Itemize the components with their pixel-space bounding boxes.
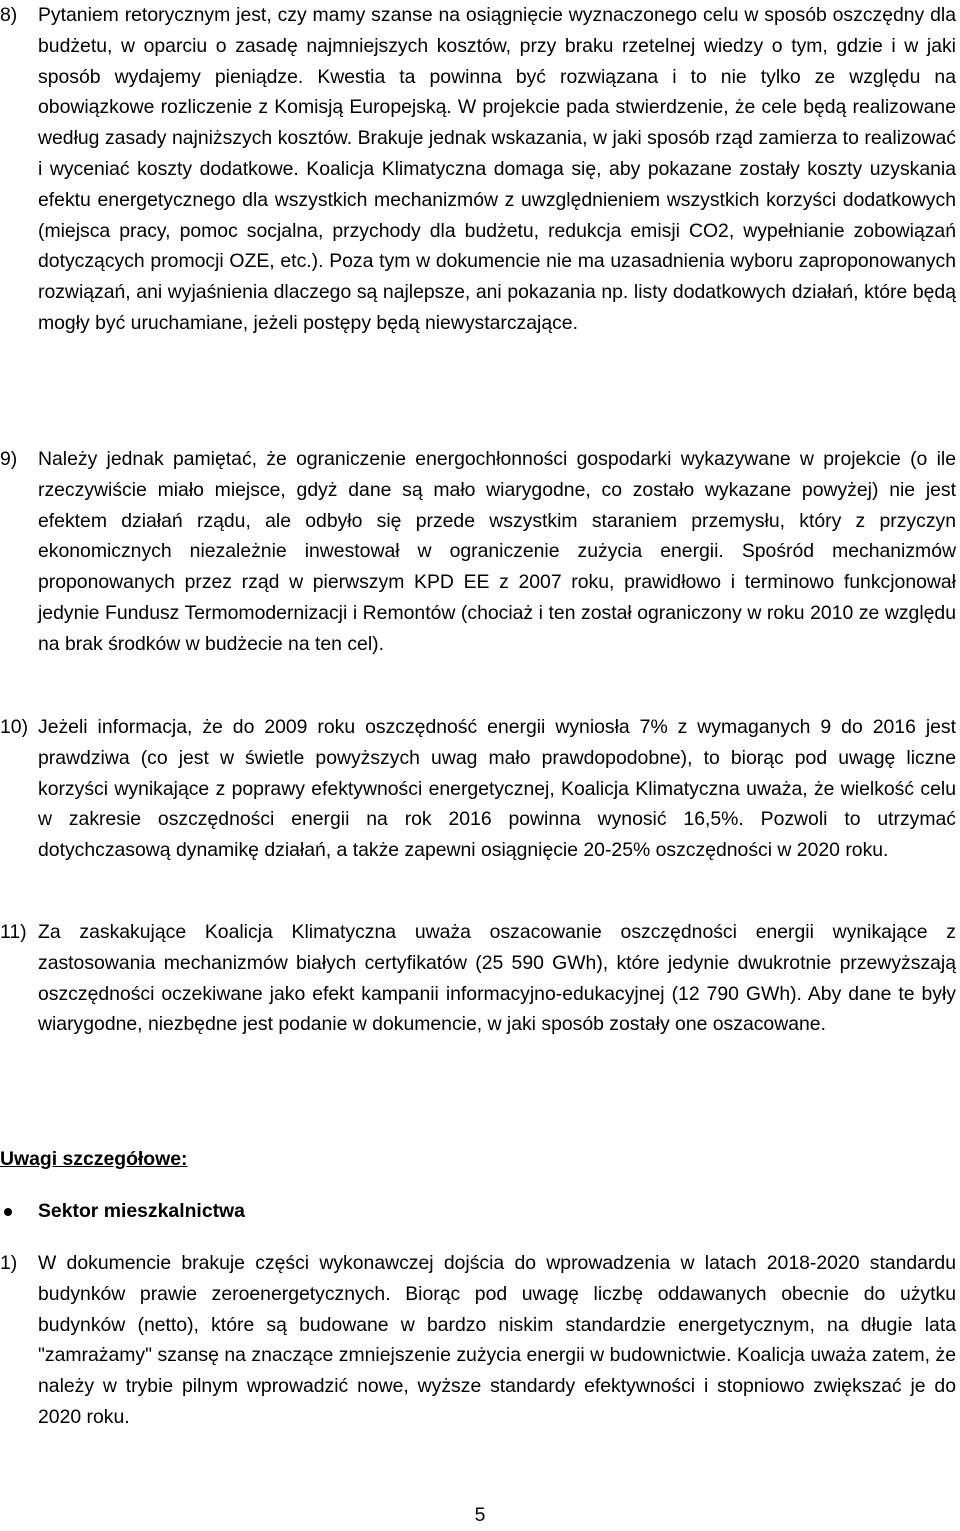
sub-list-item-number: 1) [0,1252,18,1274]
list-item-number: 8) [0,4,18,26]
list-item-8 [0,0,956,339]
sub-list-item-1 [0,1248,956,1433]
list-item-paragraph: Pytaniem retorycznym jest, czy mamy szanse na osiągnięcie wyznaczonego celu w sposób oszczędny dla budżetu, w oparciu o zasadę najmniejszych kosztów, przy braku rzetelnej wiedzy o tym, gdzie i w jaki sposób wydajemy pieniądze. Kwestia ta powinna być rozwiązana i to nie tylko ze względu na obowiązkowe rozliczenie z Komisją Europejską. W projekcie pada stwierdzenie, że cele będą realizowane według zasady najniższych kosztów. Brakuje jednak wskazania, w jaki sposób rząd zamierza to realizować i wyceniać koszty dodatkowe. Koalicja Klimatyczna domaga się, aby pokazane zostały koszty uzyskania efektu energetycznego dla wszystkich mechanizmów z uwzględnieniem wszystkich korzyści dodatkowych (miejsca pracy, pomoc socjalna, przychody dla budżetu, redukcja emisji CO2, wypełnianie zobowiązań dotyczących promocji OZE, etc.). Poza tym w dokumencie nie ma uzasadnienia wyboru zaproponowanych rozwiązań, ani wyjaśnienia dlaczego są najlepsze, ani pokazania np. listy dodatkowych działań, które będą mogły być uruchamiane, jeżeli postępy będą niewystarczające. [38,4,956,334]
list-item-paragraph: Jeżeli informacja, że do 2009 roku oszczędność energii wyniosła 7% z wymaganych 9 do 2016 jest prawdziwa (co jest w świetle powyższych uwag mało prawdopodobne), to biorąc pod uwagę liczne korzyści wynikające z poprawy efektywności energetycznej, Koalicja Klimatyczna uważa, że wielkość celu w zakresie oszczędności energii na rok 2016 powinna wynosić 16,5%. Pozwoli to utrzymać dotychczasową dynamikę działań, a także zapewni osiągnięcie 20-25% oszczędności w 2020 roku. [38,716,956,862]
list-item-number: 10) [0,716,29,738]
bullet-heading-item [0,1196,956,1227]
list-item-9 [0,444,956,660]
list-item-number: 11) [0,921,27,943]
list-item-paragraph: Za zaskakujące Koalicja Klimatyczna uważa oszacowanie oszczędności energii wynikające z zastosowania mechanizmów białych certyfikatów (25 590 GWh), które jedynie dwukrotnie przewyższają oszczędności oczekiwane jako efekt kampanii informacyjno-edukacyjnej (12 790 GWh). Aby dane te były wiarygodne, niezbędne jest podanie w dokumencie, w jaki sposób zostały one oszacowane. [38,921,956,1036]
bullet-icon [4,1208,12,1216]
list-item-10 [0,712,956,866]
page-number: 5 [474,1504,486,1526]
list-item-11 [0,917,956,1040]
list-item-number: 9) [0,448,18,470]
sub-list-item-paragraph: W dokumencie brakuje części wykonawczej dojścia do wprowadzenia w latach 2018-2020 standardu budynków prawie zeroenergetycznych. Biorąc pod uwagę liczbę oddawanych obecnie do użytku budynków (netto), które są budowane w bardzo niskim standardzie energetycznym, na długie lata "zamrażamy" szansę na znaczące zmniejszenie zużycia energii w budownictwie. Koalicja uważa zatem, że należy w trybie pilnym wprowadzić nowe, wyższe standardy efektywności i stopniowo zwiększać je do 2020 roku. [38,1252,956,1428]
bullet-heading: Sektor mieszkalnictwa [38,1200,245,1222]
list-item-paragraph: Należy jednak pamiętać, że ograniczenie energochłonności gospodarki wykazywane w projekcie (o ile rzeczywiście miało miejsce, gdyż dane są mało wiarygodne, co zostało wykazane powyżej) nie jest efektem działań rządu, ale odbyło się przede wszystkim staraniem przemysłu, który z przyczyn ekonomicznych niezależnie inwestował w ograniczenie zużycia energii. Spośród mechanizmów proponowanych przez rząd w pierwszym KPD EE z 2007 roku, prawidłowo i terminowo funkcjonował jedynie Fundusz Termomodernizacji i Remontów (chociaż i ten został ograniczony w roku 2010 ze względu na brak środków w budżecie na ten cel). [38,448,956,655]
section-heading: Uwagi szczegółowe: [0,1148,188,1170]
